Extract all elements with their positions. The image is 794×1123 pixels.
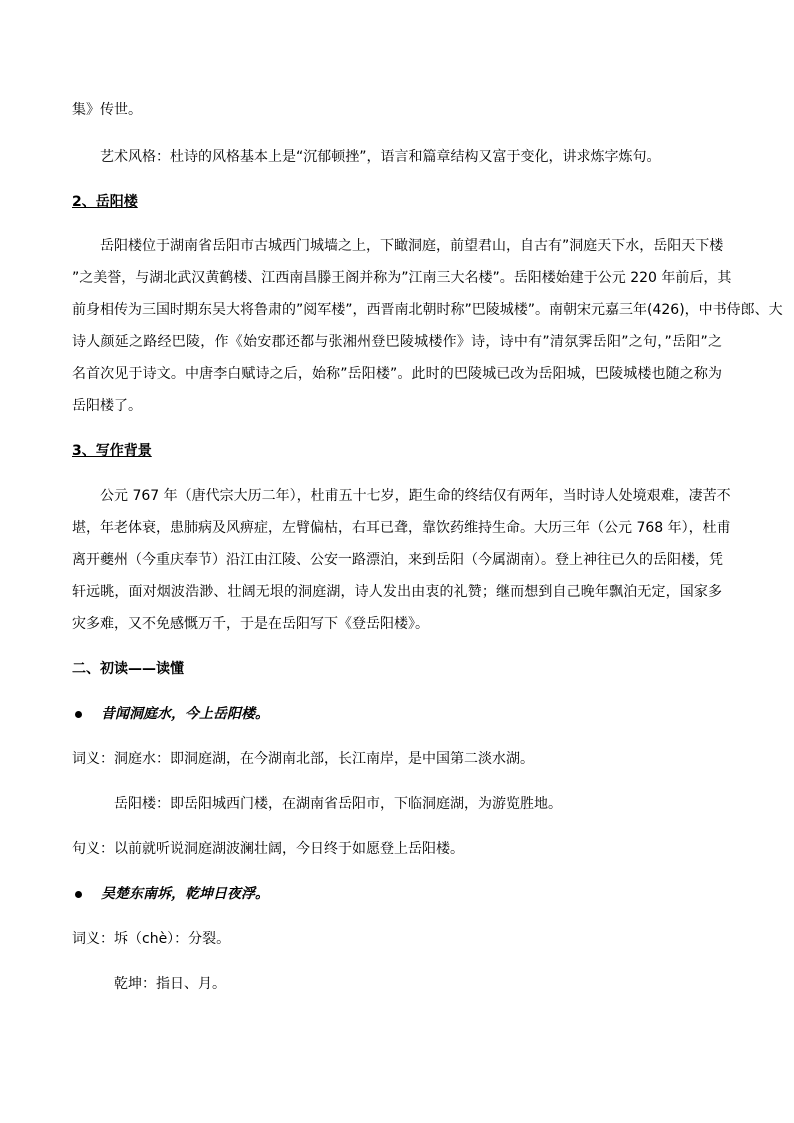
paragraph-line: 轩远眺，面对烟波浩渺、壮阔无垠的洞庭湖，诗人发出由衷的礼赞；继而想到自己晚年飘泊无定，国家多 [72,584,722,600]
bullet-icon [75,891,82,898]
word-meaning: 词义：坼（chè）：分裂。 [72,931,231,947]
paragraph-line: 岳阳楼了。 [72,398,142,414]
paragraph-line: 公元 767 年（唐代宗大历二年），杜甫五十七岁，距生命的终结仅有两年，当时诗人处境艰难，凄苦不 [100,488,731,504]
word-meaning: 词义：洞庭水：即洞庭湖，在今湖南北部，长江南岸，是中国第二淡水湖。 [72,751,534,767]
poem-line: 吴楚东南坼，乾坤日夜浮。 [101,886,269,902]
poem-line: 昔闻洞庭水，今上岳阳楼。 [101,706,269,722]
sentence-meaning: 句义：以前就听说洞庭湖波澜壮阔，今日终于如愿登上岳阳楼。 [72,841,464,857]
paragraph-line: 灾多难，又不免感慨万千，于是在岳阳写下《登岳阳楼》。 [72,616,429,632]
word-meaning: 岳阳楼：即岳阳城西门楼，在湖南省岳阳市，下临洞庭湖，为游览胜地。 [114,796,562,812]
paragraph-line: 名首次见于诗文。中唐李白赋诗之后，始称”岳阳楼”。此时的巴陵城已改为岳阳城，巴陵城楼也随之称为 [72,366,722,382]
section-heading-first-reading: 二、初读——读懂 [72,661,184,677]
paragraph-line: 堪，年老体衰，患肺病及风痹症，左臂偏枯，右耳已聋，靠饮药维持生命。大历三年（公元 768 年），杜甫 [72,520,731,536]
paragraph-line: 离开夔州（今重庆奉节）沿江由江陵、公安一路漂泊，来到岳阳（今属湖南）。登上神往已久的岳阳楼，凭 [72,552,723,568]
word-meaning: 乾坤：指日、月。 [114,976,226,992]
paragraph-line: ”之美誉，与湖北武汉黄鹤楼、江西南昌滕王阁并称为”江南三大名楼”。岳阳楼始建于公元 220 年前后，其 [72,270,732,286]
section-heading-yueyang-tower: 2、岳阳楼 [72,194,138,210]
paragraph-line: 岳阳楼位于湖南省岳阳市古城西门城墙之上，下瞰洞庭，前望君山，自古有”洞庭天下水，岳阳天下楼 [100,238,724,254]
section-heading-writing-background: 3、写作背景 [72,443,152,459]
art-style-paragraph: 艺术风格：杜诗的风格基本上是“沉郁顿挫”，语言和篇章结构又富于变化，讲求炼字炼句。 [100,149,661,165]
paragraph-line: 前身相传为三国时期东吴大将鲁肃的”阅军楼”，西晋南北朝时称”巴陵城楼”。南朝宋元嘉三年(426)，中书侍郎、大 [72,302,783,318]
bullet-icon [75,711,82,718]
text-line: 集》传世。 [72,102,142,118]
paragraph-line: 诗人颜延之路经巴陵，作《始安郡还都与张湘州登巴陵城楼作》诗，诗中有”清氛霁岳阳”之句，”岳阳”之 [72,334,722,350]
